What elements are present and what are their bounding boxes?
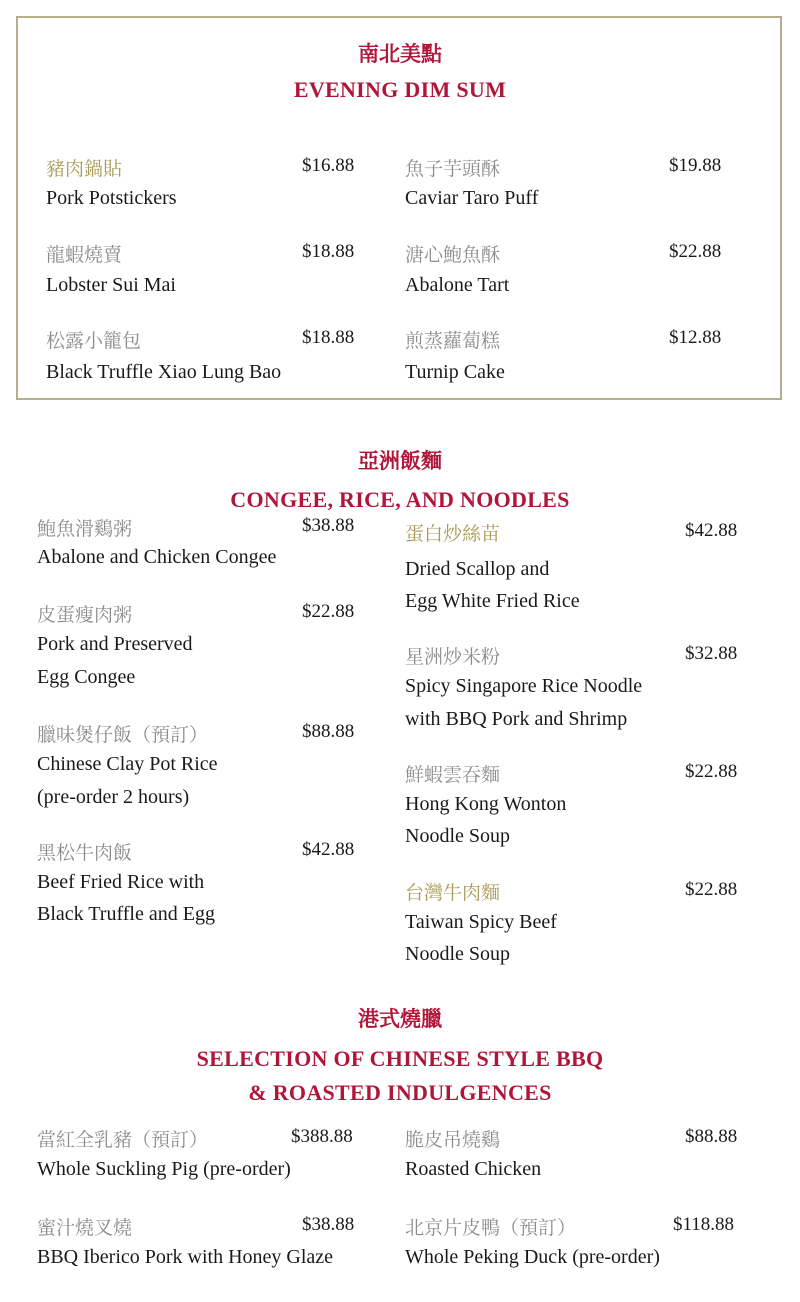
menu-item-en: Noodle Soup: [405, 943, 510, 965]
menu-item-price: $22.88: [669, 241, 722, 262]
menu-item-price: $42.88: [685, 520, 738, 541]
menu-item-price: $22.88: [685, 761, 738, 782]
menu-item-cn: 皮蛋瘦肉粥: [37, 604, 133, 626]
menu-item-cn: 北京片皮鴨（預訂）: [405, 1217, 577, 1239]
menu-item-en: Pork Potstickers: [46, 187, 177, 209]
menu-item-price: $22.88: [302, 601, 355, 622]
menu-item-price: $18.88: [302, 241, 355, 262]
menu-item-en: Spicy Singapore Rice Noodle: [405, 675, 643, 697]
menu-item-cn: 黑松牛肉飯: [37, 842, 133, 864]
menu-item-en: Taiwan Spicy Beef: [405, 911, 557, 933]
menu-item-cn: 龍蝦燒賣: [46, 244, 123, 266]
menu-item-cn: 魚子芋頭酥: [405, 158, 501, 180]
menu-item-price: $19.88: [669, 155, 722, 176]
menu-item-en: Roasted Chicken: [405, 1158, 542, 1180]
menu-item-en: Chinese Clay Pot Rice: [37, 753, 218, 775]
menu-item-price: $38.88: [302, 1214, 355, 1235]
menu-item-en: Caviar Taro Puff: [405, 187, 539, 209]
menu-item-cn: 蜜汁燒叉燒: [37, 1217, 133, 1239]
menu-item-cn: 當紅全乳豬（預訂）: [37, 1129, 209, 1151]
menu-item-en: Egg White Fried Rice: [405, 590, 580, 612]
menu-item-en: Lobster Sui Mai: [46, 274, 176, 296]
menu-item-en: Dried Scallop and: [405, 558, 550, 580]
menu-item-cn: 煎蒸蘿蔔糕: [405, 330, 501, 352]
menu-item-cn: 脆皮吊燒鷄: [405, 1129, 501, 1151]
menu-item-cn: 臘味煲仔飯（預訂）: [37, 724, 209, 746]
menu-item-price: $22.88: [685, 879, 738, 900]
menu-item-en: Whole Suckling Pig (pre-order): [37, 1158, 291, 1180]
menu-item-price: $38.88: [302, 515, 355, 536]
menu-item-en: Abalone and Chicken Congee: [37, 546, 277, 568]
menu-item-cn: 溏心鮑魚酥: [405, 244, 501, 266]
menu-item-cn: 星洲炒米粉: [405, 646, 501, 668]
menu-item-cn: 鮮蝦雲吞麵: [405, 764, 501, 786]
menu-item-en: Egg Congee: [37, 666, 136, 688]
menu-item-en: Whole Peking Duck (pre-order): [405, 1246, 660, 1268]
menu-item-price: $32.88: [685, 643, 738, 664]
menu-item-en: (pre-order 2 hours): [37, 786, 190, 808]
menu-item-price: $118.88: [673, 1214, 735, 1235]
menu-item-en: Black Truffle and Egg: [37, 903, 215, 925]
menu-item-cn: 台灣牛肉麵: [405, 882, 501, 904]
menu-item-en: Noodle Soup: [405, 825, 510, 847]
menu-item-price: $12.88: [669, 327, 722, 348]
menu-item-en: Beef Fried Rice with: [37, 871, 205, 893]
dim-sum-title-cn: 南北美點: [358, 42, 442, 66]
menu-item-cn: 豬肉鍋貼: [46, 158, 123, 180]
noodles-title-en: CONGEE, RICE, AND NOODLES: [230, 487, 570, 512]
menu-item-cn: 蛋白炒絲苗: [405, 523, 501, 545]
menu-item-price: $42.88: [302, 839, 355, 860]
menu-item-cn: 鮑魚滑鷄粥: [37, 518, 133, 540]
bbq-title-en-line1: SELECTION OF CHINESE STYLE BBQ: [196, 1046, 604, 1071]
menu-item-price: $88.88: [685, 1126, 738, 1147]
dim-sum-title-en: EVENING DIM SUM: [293, 77, 507, 102]
menu-item-en: Black Truffle Xiao Lung Bao: [46, 361, 282, 383]
noodles-title-clip: [0, 487, 800, 512]
menu-item-price: $388.88: [291, 1126, 353, 1147]
menu-item-en: Abalone Tart: [405, 274, 510, 296]
menu-item-en: Pork and Preserved: [37, 633, 193, 655]
bbq-title-cn: 港式燒臘: [358, 1007, 442, 1031]
noodles-title-cn: 亞洲飯麵: [358, 449, 442, 473]
menu-item-en: BBQ Iberico Pork with Honey Glaze: [37, 1246, 334, 1268]
menu-item-cn: 松露小籠包: [46, 330, 142, 352]
bbq-title-en-line2: & ROASTED INDULGENCES: [248, 1080, 552, 1105]
menu-item-en: Turnip Cake: [405, 361, 505, 383]
menu-item-en: with BBQ Pork and Shrimp: [405, 708, 628, 730]
menu-item-price: $16.88: [302, 155, 355, 176]
menu-item-price: $88.88: [302, 721, 355, 742]
menu-item-price: $18.88: [302, 327, 355, 348]
menu-item-en: Hong Kong Wonton: [405, 793, 567, 815]
